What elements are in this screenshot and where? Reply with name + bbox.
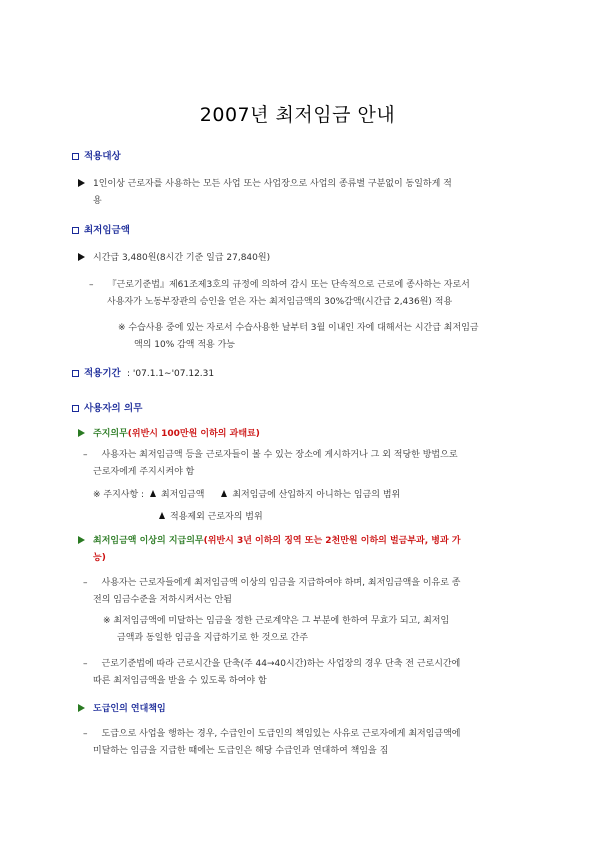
square-bullet-icon: [72, 405, 79, 412]
text-line: 근로자에게 주지시켜야 함: [93, 467, 195, 477]
triangle-up-icon: [159, 512, 165, 519]
dash-bullet: –: [83, 450, 88, 460]
dash-bullet: –: [83, 729, 88, 739]
text-line: 사용자가 노동부장관의 승인을 얻은 자는 최저임금액의 30%감액(시간급 2,436원) 적용: [107, 297, 453, 307]
bullet-line: [78, 178, 452, 190]
triangle-bullet-icon: [78, 253, 85, 261]
text-line: 금액과 동일한 임금을 지급하기로 한 것으로 간주: [117, 633, 309, 643]
triangle-up-icon: [221, 490, 227, 497]
note-line: ※ 수습사용 중에 있는 자로서 수습사용한 날부터 3월 이내인 자에 대해서는 시간급 최저임금: [118, 323, 479, 333]
section-heading-label: 적용기간: [84, 368, 121, 379]
subheading-notice: [78, 428, 260, 440]
period-value: : '07.1.1∼'07.12.31: [127, 369, 215, 379]
dash-bullet: –: [83, 578, 88, 588]
section-heading-duty: [72, 402, 142, 415]
dash-bullet: –: [89, 280, 94, 290]
subheading-label: 주지의무: [93, 429, 128, 439]
text-line: 1인이상 근로자를 사용하는 모든 사업 또는 사업장으로 사업의 종류별 구분없이 동일하게 적: [93, 179, 452, 189]
triangle-up-icon: [150, 490, 156, 497]
penalty-text: (위반시 100만원 이하의 과태료): [127, 429, 260, 439]
section-heading-wage: [72, 224, 130, 237]
section-heading-label: 적용대상: [84, 151, 121, 162]
text-line: 근로기준법에 따라 근로시간을 단축(주 44→40시간)하는 사업장의 경우 단축 전 근로시간에: [101, 659, 461, 669]
triangle-bullet-icon: [78, 429, 85, 437]
note-item: 최저임금에 산입하지 아니하는 임금의 범위: [232, 490, 401, 500]
text-line: 사용자는 근로자들에게 최저임금액 이상의 임금을 지급하여야 하며, 최저임금액을 이유로 종: [101, 578, 461, 588]
text-line: 전의 임금수준을 저하시켜서는 안됨: [93, 595, 232, 605]
note-line: [159, 511, 263, 523]
text-line: 사용자는 최저임금액 등을 근로자들이 볼 수 있는 장소에 게시하거나 그 외 적당한 방법으로: [101, 450, 458, 460]
subheading-label: 도급인의 연대책임: [93, 704, 166, 714]
text-line: 도급으로 사업을 행하는 경우, 수급인이 도급인의 책임있는 사유로 근로자에게 최저임금액에: [101, 729, 461, 739]
section-heading-label: 사용자의 의무: [84, 403, 143, 414]
dash-bullet: –: [83, 659, 88, 669]
penalty-text: (위반시 3년 이하의 징역 또는 2천만원 이하의 벌금부과, 병과 가: [203, 536, 461, 546]
text-line: 『근로기준법』제61조제3호의 규정에 의하여 감시 또는 단속적으로 근로에 종사하는 자로서: [107, 280, 470, 290]
text-line: 용: [93, 196, 102, 206]
penalty-text: 능): [93, 553, 106, 563]
triangle-bullet-icon: [78, 536, 85, 544]
text-line: 시간급 3,480원(8시간 기준 일급 27,840원): [93, 253, 271, 263]
section-heading-label: 최저임금액: [84, 225, 130, 236]
dash-line: [89, 279, 470, 291]
text-line: 따른 최저임금액을 받을 수 있도록 하여야 함: [93, 676, 267, 686]
subheading-payment: [78, 535, 461, 547]
page-title: 2007년 최저임금 안내: [199, 104, 396, 126]
text-line: 미달하는 임금을 지급한 때에는 도급인은 해당 수급인과 연대하여 책임을 짐: [93, 746, 389, 756]
section-heading-target: [72, 150, 121, 163]
section-heading-period: [72, 367, 214, 381]
subheading-label: 최저임금액 이상의 지급의무: [93, 536, 204, 546]
subheading-joint-liability: [78, 703, 166, 715]
note-item: 최저임금액: [160, 490, 205, 500]
text-line: 액의 10% 감액 적용 가능: [134, 340, 235, 350]
square-bullet-icon: [72, 370, 79, 377]
note-line: [93, 489, 400, 501]
dash-line: [83, 658, 460, 670]
note-line: ※ 최저임금액에 미달하는 임금을 정한 근로계약은 그 부분에 한하여 무효가 되고, 최저임: [103, 616, 450, 626]
triangle-bullet-icon: [78, 704, 85, 712]
dash-line: [83, 577, 460, 589]
bullet-line: [78, 252, 270, 264]
square-bullet-icon: [72, 227, 79, 234]
dash-line: [83, 449, 458, 461]
note-item: 적용제외 근로자의 범위: [170, 512, 263, 522]
square-bullet-icon: [72, 153, 79, 160]
dash-line: [83, 728, 460, 740]
note-prefix: ※ 주지사항 :: [93, 490, 145, 500]
triangle-bullet-icon: [78, 179, 85, 187]
